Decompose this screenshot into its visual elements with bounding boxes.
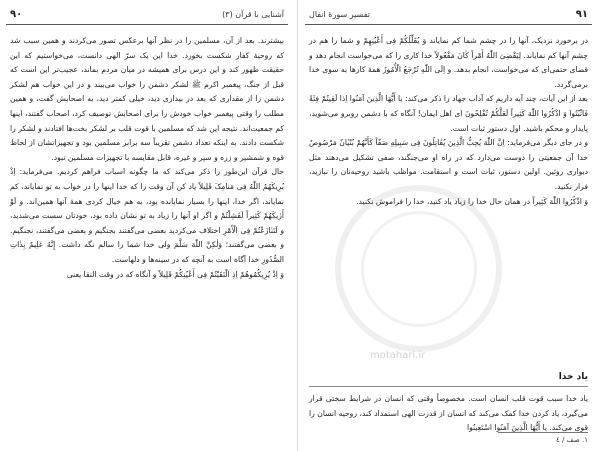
- page-gutter: [297, 0, 298, 451]
- left-page-header: [6, 8, 288, 22]
- section-rule: [309, 386, 588, 387]
- body-text: [309, 34, 588, 334]
- footnote: ١. صف / ٤: [556, 436, 588, 444]
- paragraph: بعد از این آیات، چند آیه داریم که آداب جهاد را ذکر می‌کند: یا أَیُّهَا الَّذِینَ آمَنُوا اِذا لَقِیتُمْ فِئَةً فَاثْبُتُوا وَ اذْکُرُوا اللّٰهَ کَثِیراً لَعَلَّکُمْ تُفْلِحُونَ ای اهل ایمان! آنگاه که با دشمن روبرو می‌شوید، پایدار و محکم باشید. اول دستور ثبات است.: [309, 94, 588, 133]
- watermark-text: motahari.ir: [370, 350, 426, 361]
- section-heading: یاد خدا: [558, 372, 588, 382]
- paragraph: بیشترند. بعد از آن، مسلمین را در نظر آنها برعکس تصور می‌کردند و همین سبب شد که روحیهٔ کفار شکست بخورد. خدا این یک سرّ الهی دانست، می‌خواستیم که این حقیقت ظهور کند و این درس برای همیشه در میان مردم بماند، عجیب‌تر این است که قبل از جنگ، پیغمبر اکرم ﷺ لشکر دشمن را خواب می‌بیند و در این خواب هم لشکر دشمن را از مقداری که بعد در بیداری دید، خیلی کمتر دید، به اصحابش گفت، و همین مطلب را وقتی پیغمبر خواب خودش را برای اصحابش توصیف کرد، اصحاب گفتند، اینها کم جمعیت‌اند. نتیجه این شد که مسلمین با قوت قلب بر لشکر بخت‌ها افتادند و لشکر را شکست دادند. به اینکه تعداد دشمن تقریباً سه برابر مسلمین بود و تجهیزاتشان از لحاظ قوه و شمشیر و زره و سپر و غیره، قابل مقایسه با تجهیزات مسلمین نبود.: [10, 36, 284, 162]
- running-title: تفسیر سورهٔ انفال: [309, 10, 370, 19]
- right-page: [305, 0, 592, 451]
- page-number: ٩١: [575, 9, 588, 20]
- left-page: [6, 0, 288, 451]
- paragraph: حال قرآن این‌طور را ذکر می‌کند که ما چگونه اسباب فراهم کردیم. می‌فرماید: اِذْ یُرِیکَهُمُ اللّٰهُ فِی مَنامِکَ قَلِیلاً یاد کن آن وقت را که خدا اینها را در خواب به تو نمایاند، کم نمایاند، اگر خدا، اینها را بسیار نمایانده بود، به هم خیال کردی همهٔ آنها همین‌اند. و لَوْ أَرٰیکَهُمْ کَثِیراً لَفَشِلْتُمْ و اگر او آنها را زیاد به تو نشان داده بود، خودتان سست می‌شدید، و لَتَنٰازَعْتُمْ فِی الْأَمْرِ اختلاف می‌کردید بعضی می‌گفتند بجنگیم و بعضی می‌گفتند، نجنگیم. و بعضی می‌گفتند؛ وَلٰکِنَّ اللّٰهَ سَلَّمَ ولی خدا شما را سالم نگه داشت. إِنَّهُ عَلِیمٌ بِذٰاتِ الصُّدُورِ خدا آگاه است به آنچه که در سینه‌ها و دلهاست.: [10, 167, 284, 264]
- header-rule: [305, 24, 592, 25]
- right-page-header: [305, 8, 592, 22]
- footnote-rule: [498, 432, 588, 433]
- paragraph: وَ اِذْ یُرِیکُمُوهُمْ اِذِ الْتَقَیْتُمْ فِی أَعْیُنِکُمْ قَلِیلاً و آنگاه که در وقت التقا یعنی: [66, 269, 284, 279]
- paragraph: و در جای دیگر می‌فرماید: اِنَّ اللّٰهَ یُحِبُّ الَّذِینَ یُقٰاتِلُونَ فِی سَبِیلِهِ صَفّاً کَأَنَّهُمْ بُنْیٰانٌ مَرْصُوصٌ خدا آن جمعیتی را دوست می‌دارد که در راه او می‌جنگند، صفی تشکیل می‌دهند مثل دیواری روئین. اولین دستور، ثبات است و استقامت. مواظب باشید روحیه‌تان را نبازید، فرار نکنید.: [309, 138, 588, 191]
- section-body: [309, 392, 588, 436]
- page-number: ٩٠: [10, 9, 23, 20]
- body-text: [10, 34, 284, 444]
- paragraph: وَ اذْکُرُوا اللّٰهَ کَثِیراً در همان حال خدا را زیاد یاد کنید، خدا را فراموش نکنید.: [356, 196, 588, 206]
- header-rule: [6, 24, 288, 25]
- paragraph: یاد خدا سبب قوت قلب انسان است. مخصوصاً وقتی که انسان در شرایط سختی قرار می‌گیرد، یاد کردن خدا کمک می‌کند که انسان از قدرت الهی استمداد کند، روحیه انسان را قوی می‌کند. یا أَیُّهَا الَّذِینَ آمَنُوا اسْتَعِینُوا: [309, 394, 588, 433]
- paragraph: در برخورد نزدیک، آنها را در چشم شما کم نمایاند وَ یُقَلِّلُکُمْ فِی أَعْیُنِهِمْ و شما را هم در چشم آنها کم نمایاند. لِیَقْضِیَ اللّٰهُ أَمْراً کٰانَ مَفْعُولاً خدا کاری را که می‌خواست انجام دهد و قضای حتمی‌ای که می‌خواست، انجام بدهد. و اِلَی اللّٰهِ تُرْجَعُ الْأُمُورُ همهٔ کارها به سوی خدا برمی‌گردد.: [309, 36, 588, 89]
- running-title: آشنایی با قرآن (٣): [222, 10, 284, 19]
